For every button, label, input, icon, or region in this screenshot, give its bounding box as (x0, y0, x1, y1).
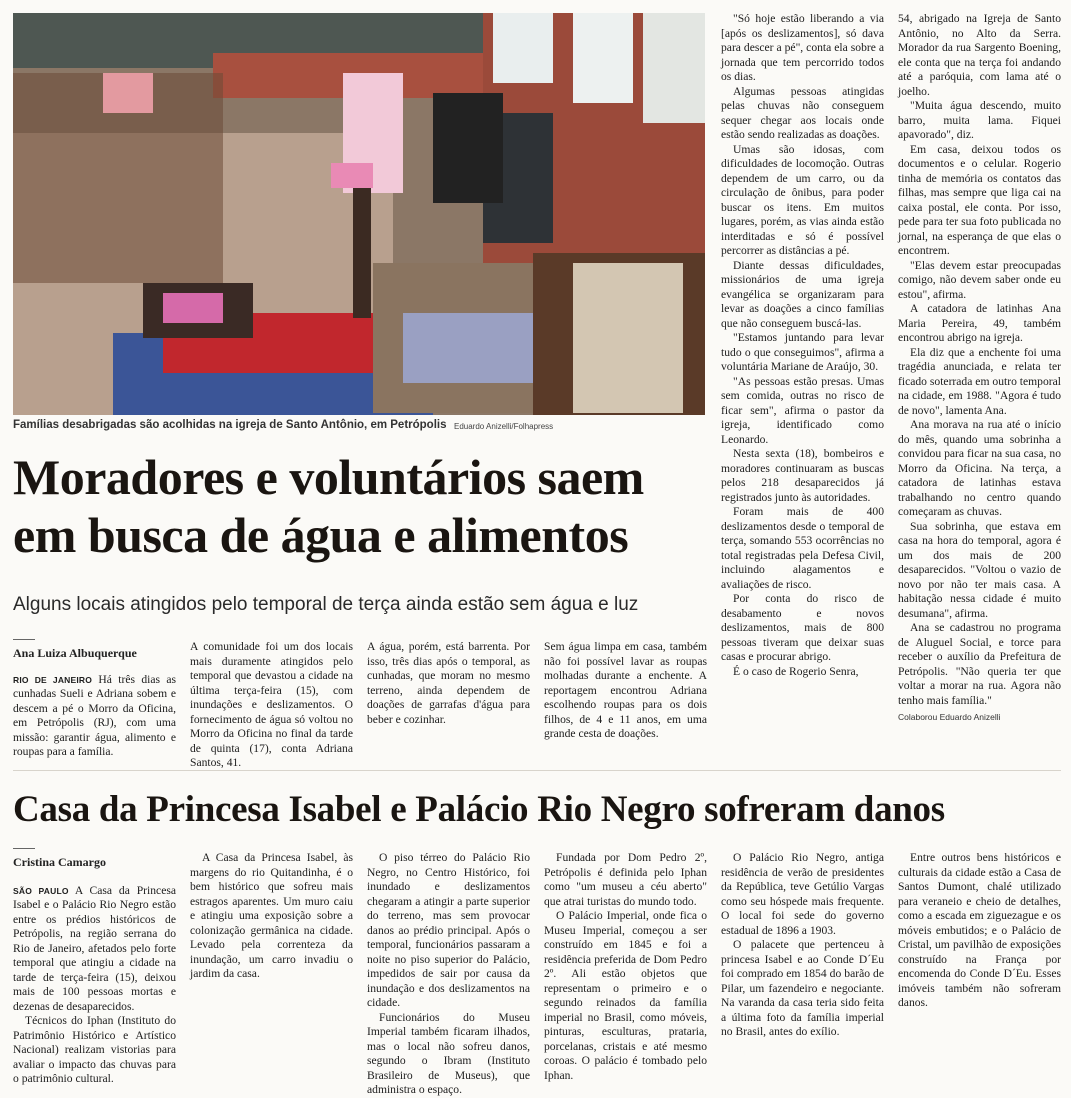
subheadline-story-1: Alguns locais atingidos pelo temporal de terça ainda estão sem água e luz (13, 594, 639, 615)
paragraph: Diante dessas dificuldades, missionários de uma igreja evangélica se organizaram para levar as doações a cinco famílias que não conseguem buscá-las. (721, 258, 884, 330)
paragraph: O Palácio Imperial, onde fica o Museu Imperial, começou a ser construído em 1845 e foi a residência preferida de Dom Pedro 2º. Ali estão objetos que representam o primeiro e o segundo reinados da família imperial no Brasil, como móveis, pinturas, esculturas, prataria, porcelanas, cristais e até mesmo coroas. O palácio é tombado pelo Iphan. (544, 909, 707, 1082)
paragraph: Há três dias as cunhadas Sueli e Adriana sobem e descem a pé o Morro da Oficina, em Petrópolis (RJ), com uma missão: garantir água, alimento e roupas para a família. (13, 672, 176, 758)
dateline-story-1: RIO DE JANEIRO (13, 674, 93, 685)
story1-column-1 (13, 639, 176, 758)
paragraph: Fundada por Dom Pedro 2º, Petrópolis é definida pelo Iphan como "um museu a céu aberto" que atrai turistas do mundo todo. (544, 851, 707, 908)
story2-column-6 (898, 851, 1061, 1060)
story1-column-5 (721, 12, 884, 757)
paragraph: Funcionários do Museu Imperial também ficaram ilhados, mas o local não sofreu danos, segundo o Ibram (Instituto Brasileiro de Museus), que administra o espaço. (367, 1010, 530, 1096)
paragraph: 54, abrigado na Igreja de Santo Antônio, no Alto da Serra. Morador da rua Sargento Boening, ele conta que na terça foi andando até a paróquia, com lama até o joelho. (898, 12, 1061, 98)
paragraph: "Elas devem estar preocupadas comigo, não devem saber onde eu estou", afirma. (898, 258, 1061, 301)
photo-credit: Eduardo Anizelli/Folhapress (454, 422, 554, 431)
paragraph: Ana se cadastrou no programa de Aluguel Social, e torce para receber o auxílio da Prefeitura de Petrópolis. "Não queria ter que voltar a morar na rua. Agora não tenho mais família." (898, 621, 1061, 707)
dateline-story-2: SÃO PAULO (13, 885, 69, 896)
paragraph: A água, porém, está barrenta. Por isso, três dias após o temporal, as cunhadas, que moram no mesmo terreno, ainda dependem de doações de garrafas d'água para beber e cozinhar. (367, 640, 530, 726)
byline-story-2: Cristina Camargo (13, 848, 176, 870)
paragraph: Em casa, deixou todos os documentos e o celular. Rogerio tinha de memória os contatos das filhas, mas sempre que liga cai na caixa postal, ele conta. Por isso, pede para ter sua foto publicada no jornal, na esperança de que elas o encontrem. (898, 142, 1061, 257)
paragraph: Sem água limpa em casa, também não foi possível lavar as roupas molhadas durante a enchente. A reportagem encontrou Adriana escolhendo roupas para os dois filhos, de 4 e 11 anos, em uma grande cesta de doações. (544, 640, 707, 740)
byline-story-1: Ana Luiza Albuquerque (13, 639, 176, 661)
paragraph: A Casa da Princesa Isabel, às margens do rio Quitandinha, é o bem histórico que sofreu mais estragos aparentes. Um muro caiu e atingiu uma exposição sobre a colonização germânica na cidade. Levado pela correnteza da inundação, um carro invadiu o jardim da casa. (190, 851, 353, 980)
paragraph: É o caso de Rogerio Senra, (733, 664, 859, 678)
paragraph: Técnicos do Iphan (Instituto do Patrimônio Histórico e Artístico Nacional) realizam vistorias para avaliar o impacto das chuvas para o patrimônio cultural. (13, 1014, 176, 1085)
paragraph: Nesta sexta (18), bombeiros e moradores continuaram as buscas pelos 218 desaparecidos já registrados junto às autoridades. (721, 447, 884, 504)
story2-column-1 (13, 848, 176, 1085)
paragraph: Ela diz que a enchente foi uma tragédia anunciada, e relata ter ficado soterrada em outro temporal na cidade, em 1988. "Agora é tudo de novo", lamenta Ana. (898, 345, 1061, 417)
story2-column-5 (721, 851, 884, 1060)
paragraph: O Palácio Rio Negro, antiga residência de verão de presidentes da República, teve Getúlio Vargas como seu hóspede mais frequente. O local foi sede do governo estadual de 1896 a 1903. (721, 851, 884, 937)
headline-story-1 (13, 448, 713, 564)
church-shelter-illustration (13, 13, 705, 415)
paragraph: "As pessoas estão presas. Umas sem comida, outras no risco de ficar sem", afirma o pastor da igreja, identificado como Leonardo. (721, 374, 884, 446)
headline-line-2: em busca de água e alimentos (13, 507, 629, 563)
story1-column-3 (367, 640, 530, 754)
story1-column-4 (544, 640, 707, 754)
paragraph: "Muita água descendo, muito barro, muita lama. Fiquei apavorado", diz. (898, 99, 1061, 141)
story2-column-4 (544, 851, 707, 1082)
contributor-credit: Colaborou Eduardo Anizelli (898, 712, 1001, 722)
paragraph: O piso térreo do Palácio Rio Negro, no Centro Histórico, foi inundado e deslizamentos chegaram a atingir a parte superior do terreno, mas sem provocar danos ao prédio principal. Após o temporal, funcionários passaram a noite no piso superior do Palácio, impedidos de sair por causa da inundação e dos deslizamentos na cidade. (367, 851, 530, 1009)
paragraph: Entre outros bens históricos e culturais da cidade estão a Casa de Santos Dumont, chalé utilizado para veraneio e cheio de detalhes, como a escada em ziguezague e os móveis embutidos; e o Palácio de Cristal, um pavilhão de exposições construído na França por encomenda do Conde D´Eu. Esses imóveis também não sofreram danos. (898, 851, 1061, 1009)
photo-caption-bar (13, 418, 705, 436)
paragraph: A catadora de latinhas Ana Maria Pereira, 49, também encontrou abrigo na igreja. (898, 302, 1061, 344)
story1-column-6 (898, 12, 1061, 757)
paragraph: O palacete que pertenceu à princesa Isabel e ao Conde D´Eu foi comprado em 1854 do barão de Pilar, um fazendeiro e negociante. Na varanda da casa teria sido feita a última foto da família imperial no Brasil, antes do exílio. (721, 938, 884, 1038)
headline-line-1: Moradores e voluntários saem (13, 449, 644, 505)
paragraph: "Só hoje estão liberando a via [após os deslizamentos], só dava para descer a pé", conta ela sobre a jornada que tem percorrido todos os dias. (721, 12, 884, 83)
section-divider (13, 770, 1061, 771)
photo-caption: Famílias desabrigadas são acolhidas na igreja de Santo Antônio, em Petrópolis (13, 419, 447, 431)
news-photo (13, 13, 705, 415)
paragraph: Foram mais de 400 deslizamentos desde o temporal de terça, somando 553 ocorrências no total registradas pela Defesa Civil, incluindo alagamentos e avaliações de risco. (721, 505, 884, 591)
story1-column-2 (190, 640, 353, 769)
paragraph: A Casa da Princesa Isabel e o Palácio Rio Negro estão entre os prédios históricos de Petrópolis, na região serrana do Rio de Janeiro, afetados pelo forte temporal que atingiu a cidade na tarde de terça-feira (15), deixou mais de 100 pessoas mortas e dezenas de desaparecidos. (13, 883, 176, 1013)
paragraph: Por conta do risco de desabamento e novos deslizamentos, mais de 800 pessoas tiveram que deixar suas casas e procurar abrigo. (721, 592, 884, 663)
paragraph: Algumas pessoas atingidas pelas chuvas não conseguem sequer chegar aos locais onde estão sendo realizadas as doações. (721, 84, 884, 141)
paragraph: Ana morava na rua até o início do mês, quando uma sobrinha a convidou para ficar na sua casa, no Morro da Oficina. Na terça, a catadora de latinhas estava trabalhando no centro quando começaram as chuvas. (898, 418, 1061, 518)
paragraph: A comunidade foi um dos locais mais duramente atingidos pelo temporal que devastou a cidade na última terça-feira (15), com inundações e deslizamentos. O fornecimento de água só voltou no Morro da Oficina no final da tarde de quinta (17), conta Adriana Santos, 41. (190, 640, 353, 769)
paragraph: Sua sobrinha, que estava em casa na hora do temporal, agora é um dos mais de 200 desaparecidos. "Voltou o vazio de novo por não ter mais casa. A habitação nessa cidade é muito desumana", afirma. (898, 519, 1061, 620)
paragraph: "Estamos juntando para levar tudo o que conseguimos", afirma a voluntária Mariane de Araújo, 30. (721, 331, 884, 373)
story2-column-3 (367, 851, 530, 1096)
headline-story-2: Casa da Princesa Isabel e Palácio Rio Negro sofreram danos (13, 789, 945, 830)
paragraph: Umas são idosas, com dificuldades de locomoção. Outras dependem de um carro, ou da circulação de ônibus, para poder buscar os itens. Em muitos lugares, porém, as vias ainda estão interditadas e só é possível percorrer as distâncias a pé. (721, 142, 884, 257)
story2-column-2 (190, 851, 353, 1060)
